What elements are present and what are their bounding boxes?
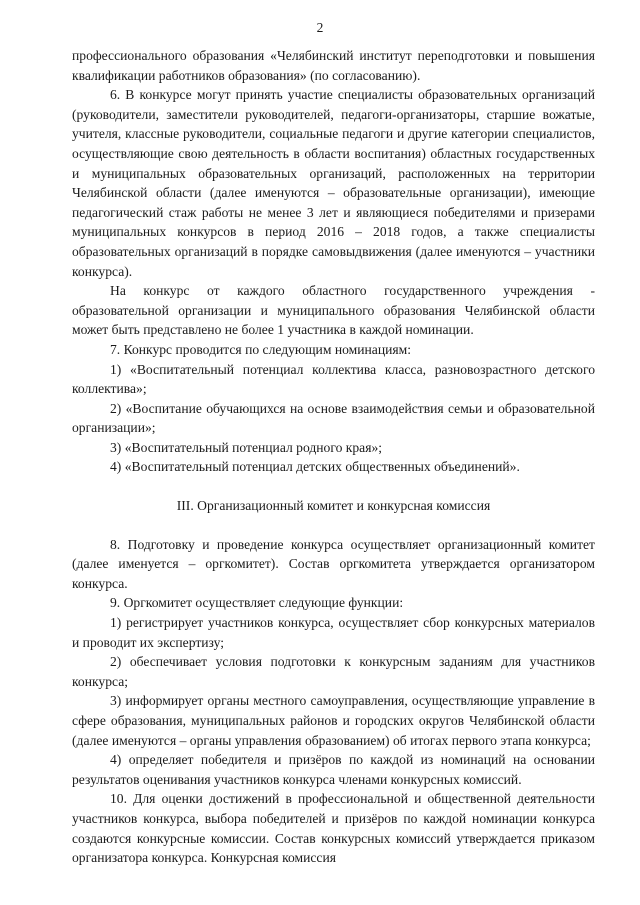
paragraph-item-10: 10. Для оценки достижений в профессиональной и общественной деятельности участников конкурса, выбора победителей и призёров по каждой номинации конкурса создаются конкурсные комиссии. Состав конкурсных комиссий утверждается приказом организатора конкурса. Конкурсная комиссия	[72, 791, 595, 866]
document-body	[72, 46, 595, 868]
list-item-nomination-1: 1) «Воспитательный потенциал коллектива класса, разновозрастного детского коллектива»;	[72, 361, 595, 397]
paragraph-item-7: 7. Конкурс проводится по следующим номинациям:	[110, 341, 412, 357]
section-heading: III. Организационный комитет и конкурсная комиссия	[176, 498, 491, 514]
paragraph-continuation: профессионального образования «Челябинский институт переподготовки и повышения квалификации работников образования» (по согласованию).	[72, 48, 595, 83]
list-item-nomination-3: 3) «Воспитательный потенциал родного края»;	[110, 439, 383, 455]
list-item-function-2: 2) обеспечивает условия подготовки к конкурсным заданиям для участников конкурса;	[72, 654, 595, 689]
list-item-nomination-2: 2) «Воспитание обучающихся на основе взаимодействия семьи и образовательной организации»;	[72, 400, 595, 436]
paragraph-item-8: 8. Подготовку и проведение конкурса осуществляет организационный комитет (далее именуется – оргкомитет). Состав оргкомитета утверждается организатором конкурса.	[72, 536, 595, 591]
list-item-function-3: 3) информирует органы местного самоуправления, осуществляющие управление в сфере образования, муниципальных районов и городских округов Челябинской области (далее именуются – органы управления образованием) об итогах первого этапа конкурса;	[72, 693, 595, 748]
list-item-nomination-4: 4) «Воспитательный потенциал детских общественных объединений».	[110, 459, 520, 475]
paragraph-item-9: 9. Оргкомитет осуществляет следующие функции:	[110, 595, 404, 611]
section-spacer	[72, 516, 595, 535]
paragraph-nomination-limit: На конкурс от каждого областного государственного учреждения - образовательной организации и муниципального образования Челябинской области может быть представлено не более 1 участника в каждой номинации.	[72, 283, 595, 338]
page-number: 2	[316, 20, 324, 35]
section-spacer	[72, 477, 595, 496]
list-item-function-1: 1) регистрирует участников конкурса, осуществляет сбор конкурсных материалов и проводит их экспертизу;	[72, 615, 595, 650]
paragraph-item-6: 6. В конкурсе могут принять участие специалисты образовательных организаций (руководители, заместители руководителей, педагоги-организаторы, старшие вожатые, учителя, классные руководители, социальные педагоги и другие категории специалистов, осуществляющие свою деятельность в области воспитания) областных государственных и муниципальных образовательных организаций, расположенных на территории Челябинской области (далее именуются – образовательные организации), имеющие педагогический стаж работы не менее 3 лет и являющиеся победителями и призерами муниципальных конкурсов в период 2016 – 2018 годов, а также специалисты образовательных организаций в порядке самовыдвижения (далее именуются – участники конкурса).	[72, 87, 595, 279]
list-item-function-4: 4) определяет победителя и призёров по каждой из номинаций на основании результатов оценивания участников конкурса членами конкурсных комиссий.	[72, 752, 595, 787]
